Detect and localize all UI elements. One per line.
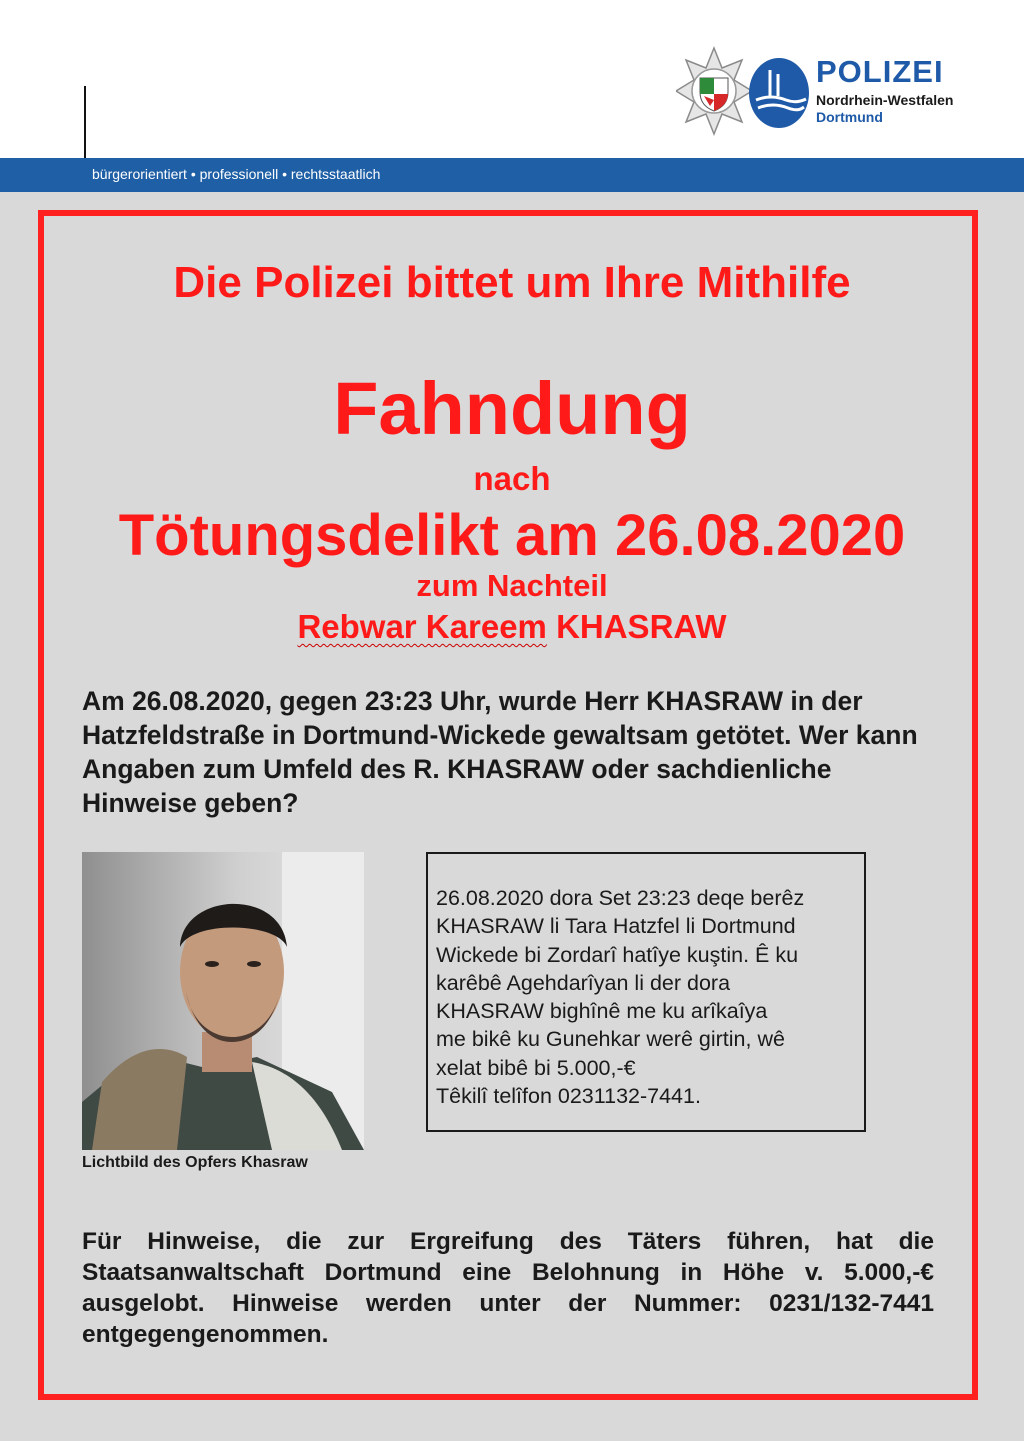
nach-text: nach bbox=[473, 460, 551, 497]
kurdish-text bbox=[436, 884, 861, 1110]
police-star-icon bbox=[676, 46, 752, 136]
kurdish-line: xelat bibê bi 5.000,-€ bbox=[436, 1055, 636, 1080]
victim-photo bbox=[82, 852, 364, 1150]
tagline: bürgerorientiert • professionell • rechtsstaatlich bbox=[92, 166, 381, 182]
kurdish-line: KHASRAW li Tara Hatzfel li Dortmund bbox=[436, 914, 796, 939]
kurdish-line: KHASRAW bighînê me ku arîkaîya bbox=[436, 999, 768, 1024]
logo-city: Dortmund bbox=[816, 109, 883, 125]
reward-paragraph: Für Hinweise, die zur Ergreifung des Täters führen, hat die Staatsanwaltschaft Dortmund eine Belohnung in Höhe v. 5.000,-€ ausgelobt. Hinweise werden unter der Nummer: 0231/132-7441 entgegengenommen. bbox=[82, 1228, 934, 1348]
police-logo bbox=[676, 46, 1006, 136]
victim-last-name: KHASRAW bbox=[556, 608, 727, 645]
kurdish-line: me bikê ku Gunehkar werê girtin, wê bbox=[436, 1027, 785, 1052]
logo-subtitle: Nordrhein-Westfalen bbox=[816, 92, 954, 108]
nrw-emblem-icon bbox=[748, 56, 810, 130]
victim-name bbox=[0, 608, 1024, 646]
victim-portrait-image bbox=[82, 852, 364, 1150]
intro-paragraph: Am 26.08.2020, gegen 23:23 Uhr, wurde Herr KHASRAW in der Hatzfeldstraße in Dortmund-Wickede gewaltsam getötet. Wer kann Angaben zum Umfeld des R. KHASRAW oder sachdienliche Hinweise geben? bbox=[82, 686, 918, 818]
kurdish-line: Wickede bi Zordarî hatîye kuştin. Ê ku bbox=[436, 942, 799, 967]
logo-title: POLIZEI bbox=[816, 54, 944, 89]
zum-nachteil-text: zum Nachteil bbox=[416, 568, 608, 603]
kurdish-line: Têkilî telîfon 0231132-7441. bbox=[436, 1084, 701, 1109]
appeal-heading: Die Polizei bittet um Ihre Mithilfe bbox=[173, 258, 851, 307]
crime-heading: Tötungsdelikt am 26.08.2020 bbox=[118, 503, 906, 568]
kurdish-line: karêbê Agehdarîyan li der dora bbox=[436, 970, 731, 995]
fahndung-title: Fahndung bbox=[333, 367, 691, 450]
kurdish-line: 26.08.2020 dora Set 23:23 deqe berêz bbox=[436, 886, 805, 910]
victim-first-name: Rebwar Kareem bbox=[297, 608, 547, 645]
photo-caption: Lichtbild des Opfers Khasraw bbox=[82, 1154, 308, 1171]
